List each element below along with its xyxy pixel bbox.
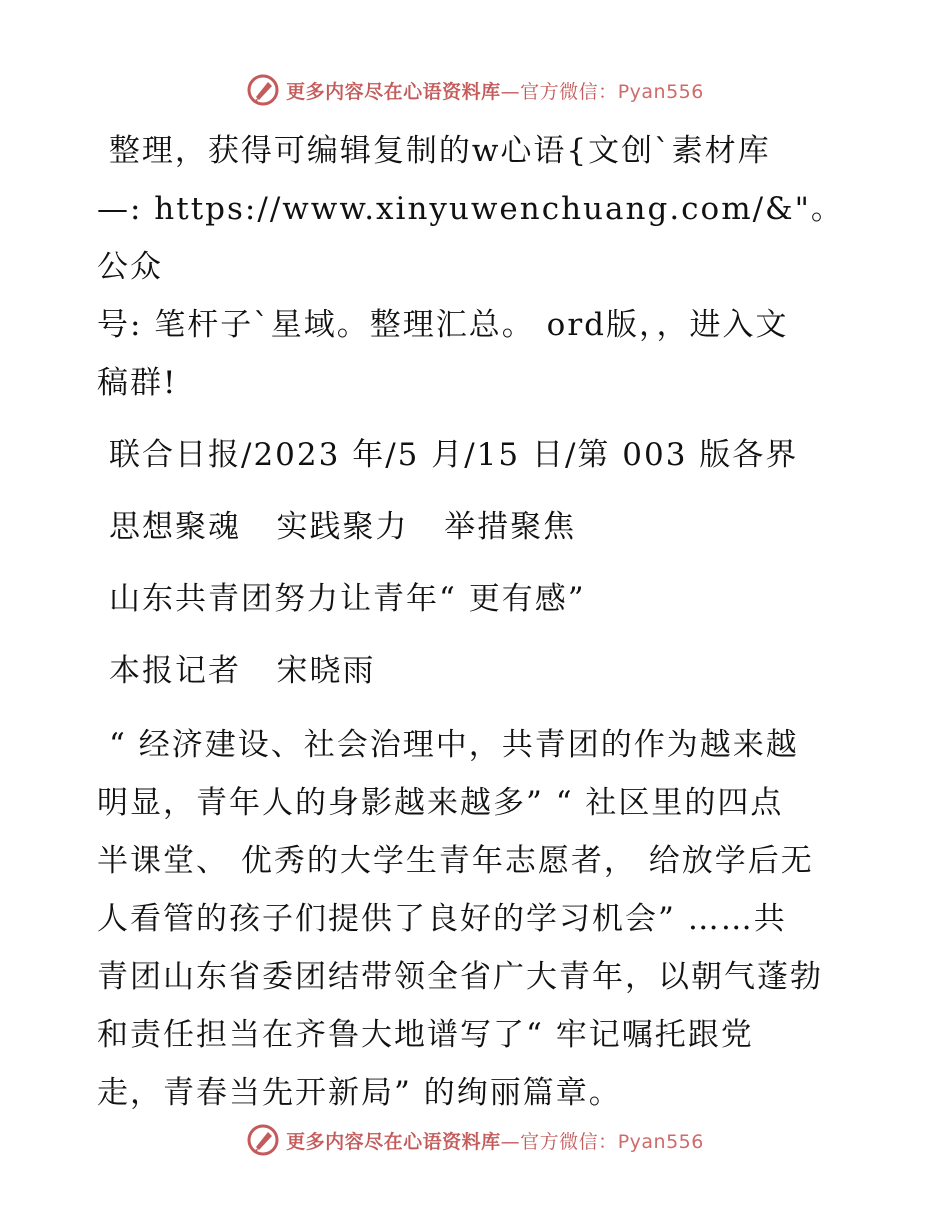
banner-text xyxy=(286,77,704,104)
body-line: 和责任担当在齐鲁大地谱写了“ 牢记嘱托跟党 xyxy=(97,1017,754,1053)
body-line: 人看管的孩子们提供了良好的学习机会” ……共 xyxy=(97,901,787,937)
banner-separator: — xyxy=(500,80,521,103)
byline: 本报记者 宋晓雨 xyxy=(109,653,376,689)
intro-line: —: https://www.xinyuwenchuang.com/&"。公众 xyxy=(97,191,844,285)
body-line: “ 经济建设、社会治理中，共青团的作为越来越 xyxy=(109,727,799,763)
banner-separator: — xyxy=(500,1130,521,1153)
intro-line: 整理，获得可编辑复制的w心语{文创`素材库 xyxy=(97,133,771,169)
body-line: 半课堂、 优秀的大学生青年志愿者， 给放学后无 xyxy=(97,843,814,879)
pen-nib-icon xyxy=(246,73,280,107)
banner-inner xyxy=(246,1123,704,1157)
banner-wechat-text: 官方微信： xyxy=(520,1130,618,1153)
intro-line: 号: 笔杆子`星域。整理汇总。 ord版，，进入文 xyxy=(97,307,789,343)
pen-nib-icon xyxy=(246,1123,280,1157)
banner-text xyxy=(286,1127,704,1154)
banner-site-text: 更多内容尽在心语资料库 xyxy=(286,1130,501,1153)
article-paragraph xyxy=(97,716,857,1122)
document-body xyxy=(97,122,857,1122)
body-line: 明显，青年人的身影越来越多” “ 社区里的四点 xyxy=(97,785,784,821)
banner-handle: Pyan556 xyxy=(617,1130,704,1153)
banner-handle: Pyan556 xyxy=(617,80,704,103)
headline-secondary: 山东共青团努力让青年“ 更有感” xyxy=(109,581,586,617)
header-banner xyxy=(0,70,950,110)
headline-primary: 思想聚魂 实践聚力 举措聚焦 xyxy=(109,509,577,545)
intro-line: 稿群! xyxy=(97,365,178,401)
banner-site-text: 更多内容尽在心语资料库 xyxy=(286,80,501,103)
source-line: 联合日报/2023 年/5 月/15 日/第 003 版各界 xyxy=(109,437,799,473)
body-line: 青团山东省委团结带领全省广大青年，以朝气蓬勃 xyxy=(97,959,823,995)
banner-inner xyxy=(246,73,704,107)
banner-wechat-text: 官方微信： xyxy=(520,80,618,103)
body-line: 走，青春当先开新局” 的绚丽篇章。 xyxy=(97,1075,622,1111)
footer-banner xyxy=(0,1120,950,1160)
intro-block xyxy=(97,122,857,412)
